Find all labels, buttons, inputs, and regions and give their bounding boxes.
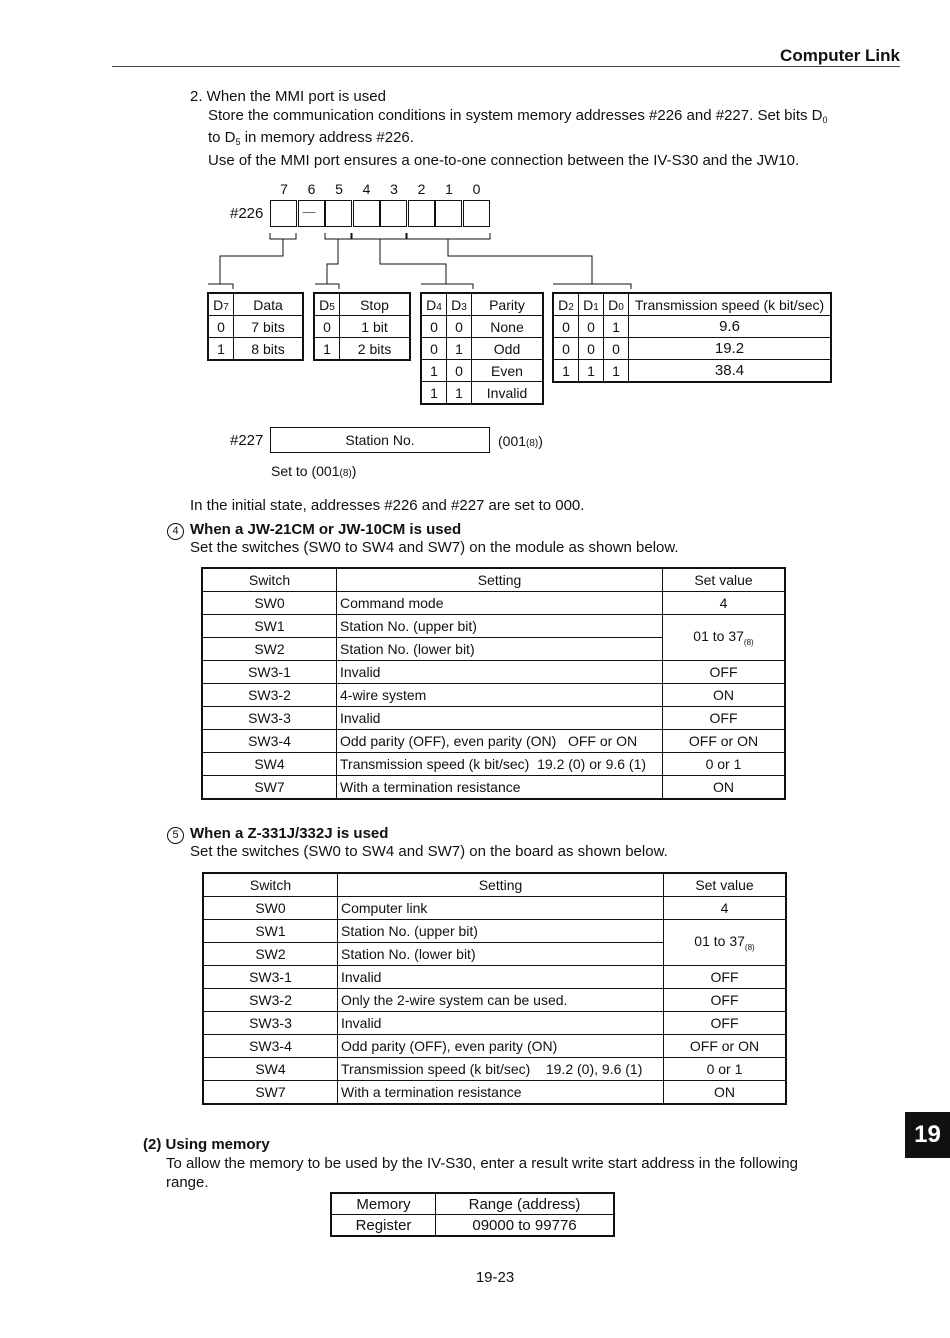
table-row (202, 776, 785, 800)
parity-cell: 1 (421, 360, 447, 382)
setting-cell: Transmission speed (k bit/sec) 19.2 (0) or 9.6 (1) (337, 753, 663, 776)
parity-cell: None (472, 316, 544, 338)
switch-cell: SW3-3 (203, 1012, 338, 1035)
memory-desc-line2: range. (166, 1173, 209, 1191)
speed-header-d0: D0 (604, 293, 629, 316)
setting-cell: Invalid (338, 966, 664, 989)
speed-cell: 0 (579, 316, 604, 338)
parity-header-d3: D3 (447, 293, 472, 316)
initial-state-text: In the initial state, addresses #226 and #227 are set to 000. (190, 497, 585, 514)
parity-cell: Invalid (472, 382, 544, 405)
parity-table (420, 292, 544, 405)
sw-header-switch: Switch (203, 873, 338, 897)
unused-bit-dash: — (302, 204, 316, 219)
value-cell: OFF (664, 966, 787, 989)
setting-cell: Computer link (338, 897, 664, 920)
table-row (202, 661, 785, 684)
memory-cell-range: 09000 to 99776 (436, 1215, 615, 1237)
bit-number-1: 1 (445, 181, 453, 197)
mmi-line4: Use of the MMI port ensures a one-to-one connection between the IV-S30 and the JW10. (208, 151, 800, 169)
speed-cell: 9.6 (629, 316, 832, 338)
table-row (202, 592, 785, 615)
value-cell: 0 or 1 (663, 753, 786, 776)
bit-number-7: 7 (280, 181, 288, 197)
setting-cell: Station No. (upper bit) (337, 615, 663, 638)
speed-header-d2: D2 (553, 293, 579, 316)
set-to-text: Set to (001 (271, 463, 340, 479)
value-cell: 0 or 1 (664, 1058, 787, 1081)
table-row (203, 1058, 786, 1081)
merged-value: 01 to 37 (693, 628, 744, 644)
speed-cell: 1 (579, 360, 604, 383)
setting-cell: With a termination resistance (337, 776, 663, 800)
bit-number-6: 6 (307, 181, 316, 197)
switch-cell: SW1 (202, 615, 337, 638)
speed-header-label: Transmission speed (k bit/sec) (629, 293, 832, 316)
value-cell: OFF (664, 1012, 787, 1035)
parity-cell: 0 (447, 316, 472, 338)
mmi-line2-text: Store the communication conditions in system memory addresses #226 and #227. Set bits D (208, 106, 823, 124)
setting-cell: Only the 2-wire system can be used. (338, 989, 664, 1012)
parity-cell: Even (472, 360, 544, 382)
value-cell: 4 (664, 897, 787, 920)
data-header-label: Data (234, 293, 304, 316)
sw-header-setting: Setting (338, 873, 664, 897)
setting-cell: Station No. (lower bit) (337, 638, 663, 661)
section5-heading (167, 825, 388, 844)
table-row (203, 897, 786, 920)
page-number: 19-23 (475, 1269, 515, 1286)
bit-number-5: 5 (335, 181, 343, 197)
section5-desc: Set the switches (SW0 to SW4 and SW7) on the board as shown below. (190, 843, 668, 860)
value-cell: OFF (663, 707, 786, 730)
memory-heading: (2) Using memory (143, 1136, 270, 1153)
switch-table-z331j (202, 872, 787, 1105)
setting-cell: Command mode (337, 592, 663, 615)
speed-cell: 0 (604, 338, 629, 360)
speed-cell: 1 (604, 316, 629, 338)
station-value-text: (001 (498, 433, 527, 449)
mmi-line3-sub: 5 (235, 137, 241, 147)
value-cell-merged (663, 615, 786, 661)
value-cell-merged (664, 920, 787, 966)
value-cell: OFF or ON (664, 1035, 787, 1058)
parity-cell: 1 (421, 382, 447, 405)
switch-cell: SW7 (203, 1081, 338, 1105)
switch-cell: SW0 (202, 592, 337, 615)
setting-cell: Odd parity (OFF), even parity (ON) (338, 1035, 664, 1058)
setting-cell: Odd parity (OFF), even parity (ON) OFF or ON (337, 730, 663, 753)
memory-desc (166, 1155, 866, 1192)
parity-cell: 1 (447, 338, 472, 360)
memory-cell-register: Register (331, 1215, 436, 1237)
stop-header-d5: D5 (314, 293, 340, 316)
section4-title: When a JW-21CM or JW-10CM is used (190, 521, 462, 538)
speed-cell: 38.4 (629, 360, 832, 383)
merged-value: 01 to 37 (694, 933, 745, 949)
speed-cell: 0 (553, 316, 579, 338)
set-to-note (271, 463, 356, 479)
mmi-line3-post: in memory address #226. (240, 129, 414, 146)
memory-header-memory: Memory (331, 1193, 436, 1215)
switch-cell: SW3-3 (202, 707, 337, 730)
stop-cell: 1 (314, 338, 340, 361)
value-cell: ON (663, 684, 786, 707)
bit-number-0: 0 (472, 181, 481, 197)
memory-range-table (330, 1192, 615, 1237)
station-number-value (498, 433, 543, 449)
table-row (202, 730, 785, 753)
switch-cell: SW4 (202, 753, 337, 776)
station-number-box (270, 427, 490, 453)
table-row (203, 1081, 786, 1105)
memory-desc-line1: To allow the memory to be used by the IV-S30, enter a result write start address in the following (166, 1155, 798, 1172)
setting-cell: With a termination resistance (338, 1081, 664, 1105)
table-row (202, 615, 785, 638)
setting-cell: 4-wire system (337, 684, 663, 707)
station-value-sub: (8) (526, 438, 539, 449)
switch-cell: SW2 (203, 943, 338, 966)
switch-cell: SW7 (202, 776, 337, 800)
switch-cell: SW3-4 (203, 1035, 338, 1058)
table-row (202, 707, 785, 730)
mmi-line3-text: to D (208, 129, 236, 146)
speed-cell: 0 (579, 338, 604, 360)
setting-cell: Invalid (337, 707, 663, 730)
table-row (202, 753, 785, 776)
speed-cell: 1 (604, 360, 629, 383)
address-227-label: #227 (230, 432, 264, 449)
stop-bits-table (313, 292, 411, 361)
chapter-tab: 19 (905, 1112, 950, 1158)
switch-cell: SW0 (203, 897, 338, 920)
switch-cell: SW3-2 (203, 989, 338, 1012)
circled-number-5: 5 (167, 827, 184, 844)
parity-header-d4: D4 (421, 293, 447, 316)
parity-cell: 1 (447, 382, 472, 405)
data-cell: 8 bits (234, 338, 304, 361)
bit-number-4: 4 (362, 181, 371, 197)
mmi-line2-sub: 0 (822, 114, 828, 125)
switch-cell: SW3-1 (202, 661, 337, 684)
section4-desc: Set the switches (SW0 to SW4 and SW7) on the module as shown below. (190, 539, 679, 556)
value-cell: 4 (663, 592, 786, 615)
set-to-sub: (8) (339, 468, 352, 479)
station-number-label: Station No. (345, 432, 415, 448)
sw-header-switch: Switch (202, 568, 337, 592)
switch-cell: SW4 (203, 1058, 338, 1081)
data-cell: 0 (208, 316, 234, 338)
merged-value-sub: (8) (743, 638, 754, 647)
parity-cell: 0 (421, 316, 447, 338)
address-226-label: #226 (230, 205, 264, 222)
merged-value-sub: (8) (744, 943, 755, 952)
setting-cell: Invalid (337, 661, 663, 684)
switch-cell: SW3-1 (203, 966, 338, 989)
data-bits-table (207, 292, 304, 361)
setting-cell: Invalid (338, 1012, 664, 1035)
data-cell: 7 bits (234, 316, 304, 338)
stop-cell: 1 bit (340, 316, 411, 338)
bit-number-2: 2 (417, 181, 426, 197)
data-header-d7: D7 (208, 293, 234, 316)
table-row (203, 989, 786, 1012)
transmission-speed-table (552, 292, 832, 383)
mmi-heading: 2. When the MMI port is used (190, 88, 386, 105)
switch-cell: SW3-2 (202, 684, 337, 707)
value-cell: OFF or ON (663, 730, 786, 753)
table-row (203, 1012, 786, 1035)
sw-header-setting: Setting (337, 568, 663, 592)
section4-heading (167, 521, 461, 540)
section5-title: When a Z-331J/332J is used (190, 825, 389, 842)
value-cell: OFF (664, 989, 787, 1012)
stop-cell: 0 (314, 316, 340, 338)
speed-header-d1: D1 (579, 293, 604, 316)
table-row (203, 920, 786, 943)
value-cell: ON (664, 1081, 787, 1105)
parity-cell: Odd (472, 338, 544, 360)
sw-header-value: Set value (664, 873, 787, 897)
station-value-close: ) (538, 433, 543, 449)
parity-header-label: Parity (472, 293, 544, 316)
switch-cell: SW3-4 (202, 730, 337, 753)
table-row (202, 684, 785, 707)
value-cell: ON (663, 776, 786, 800)
page-header-title: Computer Link (780, 46, 900, 65)
switch-cell: SW1 (203, 920, 338, 943)
memory-header-range: Range (address) (436, 1193, 615, 1215)
value-cell: OFF (663, 661, 786, 684)
data-cell: 1 (208, 338, 234, 361)
setting-cell: Transmission speed (k bit/sec) 19.2 (0), 9.6 (1) (338, 1058, 664, 1081)
setting-cell: Station No. (upper bit) (338, 920, 664, 943)
setting-cell: Station No. (lower bit) (338, 943, 664, 966)
sw-header-value: Set value (663, 568, 786, 592)
bit-number-3: 3 (390, 181, 398, 197)
set-to-close: ) (351, 463, 357, 479)
parity-cell: 0 (447, 360, 472, 382)
stop-cell: 2 bits (340, 338, 411, 361)
parity-cell: 0 (421, 338, 447, 360)
stop-header-label: Stop (340, 293, 411, 316)
speed-cell: 1 (553, 360, 579, 383)
circled-number-4: 4 (167, 523, 184, 540)
table-row (203, 966, 786, 989)
speed-cell: 0 (553, 338, 579, 360)
switch-cell: SW2 (202, 638, 337, 661)
speed-cell: 19.2 (629, 338, 832, 360)
switch-table-jw21cm (201, 567, 786, 800)
bit-connector-lines (0, 0, 950, 320)
table-row (203, 1035, 786, 1058)
